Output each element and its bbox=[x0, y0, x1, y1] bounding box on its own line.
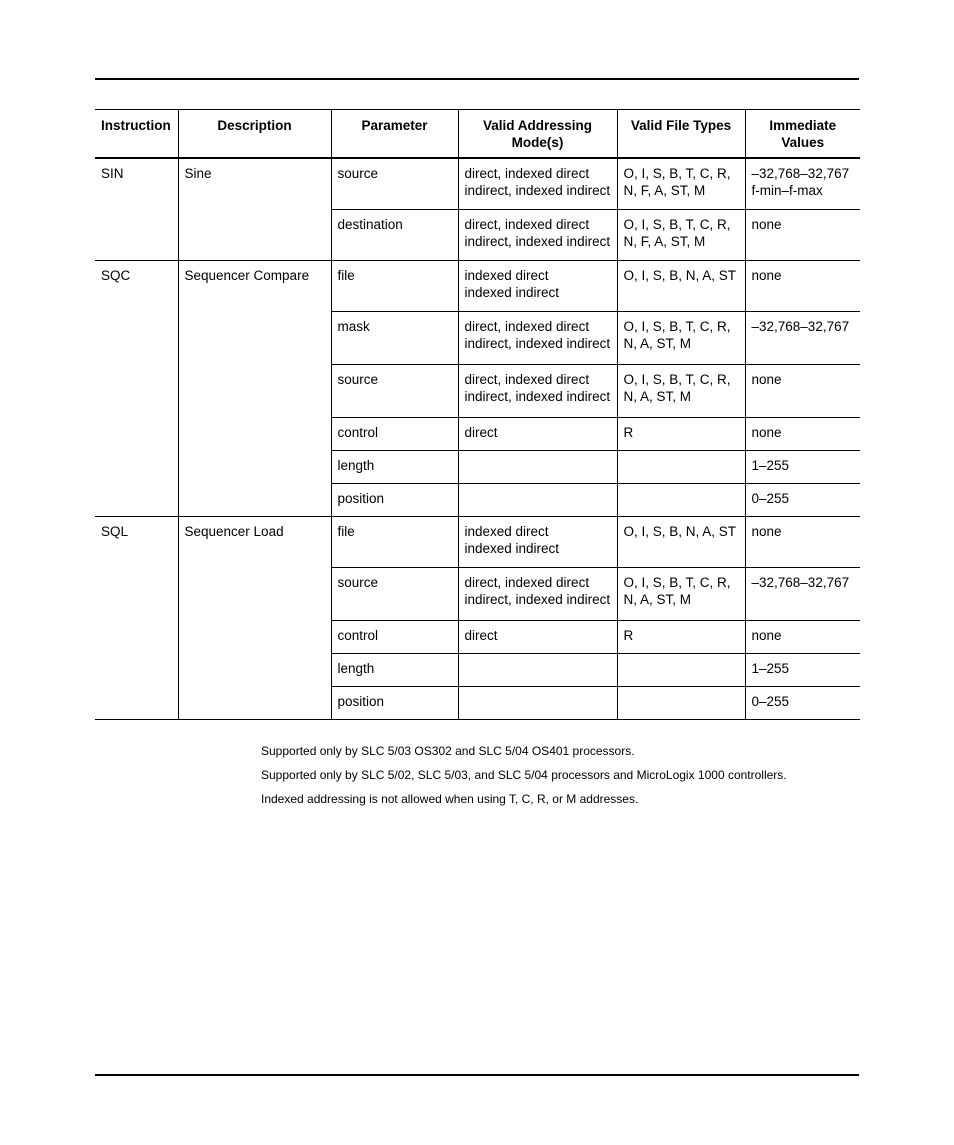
addressing-cell bbox=[458, 516, 617, 567]
addressing-line: indirect, indexed indirect bbox=[464, 233, 611, 249]
header-parameter: Parameter bbox=[331, 110, 458, 159]
header-addressing-line2: Mode(s) bbox=[511, 135, 564, 150]
immediate-cell: none bbox=[745, 620, 860, 653]
immediate-cell: none bbox=[745, 516, 860, 567]
immediate-cell: –32,768–32,767 bbox=[745, 567, 860, 620]
addressing-line: indexed direct bbox=[464, 267, 549, 283]
footnote: Supported only by SLC 5/03 OS302 and SLC 5/04 OS401 processors. bbox=[261, 744, 635, 758]
parameter-cell: file bbox=[331, 260, 458, 311]
immediate-cell: none bbox=[745, 364, 860, 417]
file-types-cell bbox=[617, 567, 745, 620]
description-cell: Sine bbox=[178, 158, 331, 260]
addressing-cell bbox=[458, 311, 617, 364]
file-types-line: N, F, A, ST, M bbox=[623, 183, 706, 198]
immediate-line: –32,768–32,767 bbox=[751, 166, 850, 181]
immediate-cell bbox=[745, 158, 860, 209]
header-immediate bbox=[745, 110, 860, 159]
parameter-cell: length bbox=[331, 653, 458, 686]
addressing-line: direct, indexed direct bbox=[464, 216, 590, 232]
parameter-cell: destination bbox=[331, 209, 458, 260]
table-header-row bbox=[95, 110, 860, 159]
header-addressing bbox=[458, 110, 617, 159]
header-immediate-line1: Immediate bbox=[769, 118, 837, 133]
addressing-cell: direct bbox=[458, 417, 617, 450]
instruction-cell: SIN bbox=[95, 158, 178, 260]
header-file-types: Valid File Types bbox=[617, 110, 745, 159]
description-cell: Sequencer Load bbox=[178, 516, 331, 719]
addressing-line: direct, indexed direct bbox=[464, 318, 590, 334]
addressing-line: indirect, indexed indirect bbox=[464, 183, 611, 198]
file-types-cell bbox=[617, 686, 745, 719]
header-instruction: Instruction bbox=[95, 110, 178, 159]
immediate-cell: 0–255 bbox=[745, 483, 860, 516]
addressing-cell bbox=[458, 567, 617, 620]
addressing-line: indexed direct bbox=[464, 523, 549, 539]
file-types-cell: R bbox=[617, 417, 745, 450]
parameter-cell: position bbox=[331, 483, 458, 516]
file-types-line: O, I, S, B, T, C, R, bbox=[623, 371, 731, 387]
immediate-cell: –32,768–32,767 bbox=[745, 311, 860, 364]
addressing-line: indexed indirect bbox=[464, 284, 560, 300]
file-types-line: N, A, ST, M bbox=[623, 591, 692, 607]
file-types-cell: O, I, S, B, N, A, ST bbox=[617, 516, 745, 567]
file-types-line: O, I, S, B, T, C, R, bbox=[623, 216, 731, 232]
addressing-cell bbox=[458, 158, 617, 209]
parameter-cell: position bbox=[331, 686, 458, 719]
addressing-cell bbox=[458, 260, 617, 311]
parameter-cell: control bbox=[331, 417, 458, 450]
parameter-cell: source bbox=[331, 567, 458, 620]
header-immediate-line2: Values bbox=[781, 135, 825, 150]
header-description: Description bbox=[178, 110, 331, 159]
table-row bbox=[95, 158, 860, 209]
top-rule bbox=[95, 78, 859, 80]
table-row bbox=[95, 260, 860, 311]
parameter-cell: mask bbox=[331, 311, 458, 364]
instruction-cell: SQL bbox=[95, 516, 178, 719]
file-types-line: O, I, S, B, T, C, R, bbox=[623, 318, 731, 334]
footnote: Indexed addressing is not allowed when using T, C, R, or M addresses. bbox=[261, 792, 639, 806]
file-types-line: N, A, ST, M bbox=[623, 335, 692, 351]
immediate-cell: none bbox=[745, 209, 860, 260]
addressing-cell bbox=[458, 686, 617, 719]
addressing-line: direct, indexed direct bbox=[464, 371, 590, 387]
addressing-cell bbox=[458, 364, 617, 417]
bottom-rule bbox=[95, 1074, 859, 1076]
file-types-cell bbox=[617, 158, 745, 209]
parameter-cell: length bbox=[331, 450, 458, 483]
file-types-line: O, I, S, B, T, C, R, bbox=[623, 574, 731, 590]
immediate-cell: none bbox=[745, 417, 860, 450]
file-types-cell: O, I, S, B, N, A, ST bbox=[617, 260, 745, 311]
immediate-cell: none bbox=[745, 260, 860, 311]
addressing-cell: direct bbox=[458, 620, 617, 653]
footnotes bbox=[261, 743, 787, 815]
parameter-cell: source bbox=[331, 364, 458, 417]
immediate-cell: 1–255 bbox=[745, 653, 860, 686]
file-types-line: O, I, S, B, T, C, R, bbox=[623, 166, 731, 181]
addressing-cell bbox=[458, 209, 617, 260]
file-types-cell: R bbox=[617, 620, 745, 653]
file-types-cell bbox=[617, 483, 745, 516]
description-cell: Sequencer Compare bbox=[178, 260, 331, 516]
addressing-line: indirect, indexed indirect bbox=[464, 388, 611, 404]
table-row bbox=[95, 516, 860, 567]
file-types-line: N, A, ST, M bbox=[623, 388, 692, 404]
immediate-line: f-min–f-max bbox=[751, 183, 823, 198]
parameter-cell: control bbox=[331, 620, 458, 653]
addressing-line: indirect, indexed indirect bbox=[464, 335, 611, 351]
parameter-cell: file bbox=[331, 516, 458, 567]
file-types-line: N, F, A, ST, M bbox=[623, 233, 706, 249]
addressing-cell bbox=[458, 450, 617, 483]
addressing-line: direct, indexed direct bbox=[464, 166, 590, 181]
instruction-cell: SQC bbox=[95, 260, 178, 516]
addressing-cell bbox=[458, 483, 617, 516]
footnote: Supported only by SLC 5/02, SLC 5/03, and SLC 5/04 processors and MicroLogix 1000 controllers. bbox=[261, 768, 787, 782]
instruction-table bbox=[95, 109, 860, 720]
file-types-cell bbox=[617, 653, 745, 686]
immediate-cell: 0–255 bbox=[745, 686, 860, 719]
header-addressing-line1: Valid Addressing bbox=[482, 118, 593, 133]
parameter-cell: source bbox=[331, 158, 458, 209]
file-types-cell bbox=[617, 311, 745, 364]
file-types-cell bbox=[617, 209, 745, 260]
addressing-cell bbox=[458, 653, 617, 686]
file-types-cell bbox=[617, 364, 745, 417]
file-types-cell bbox=[617, 450, 745, 483]
immediate-cell: 1–255 bbox=[745, 450, 860, 483]
addressing-line: indexed indirect bbox=[464, 540, 560, 556]
addressing-line: indirect, indexed indirect bbox=[464, 591, 611, 607]
addressing-line: direct, indexed direct bbox=[464, 574, 590, 590]
